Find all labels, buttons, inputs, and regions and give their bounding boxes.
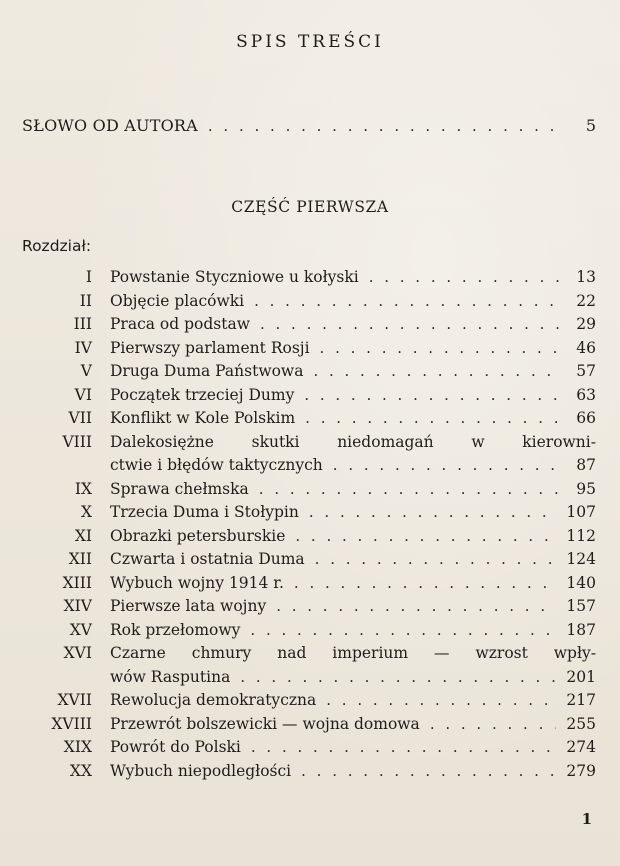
chapter-title: Czwarta i ostatnia Duma [110,550,305,568]
chapter-number: III [73,315,92,333]
toc-chapter-entry [0,595,620,619]
dot-leader [430,713,557,737]
dot-leader [240,666,556,690]
chapter-title: Wybuch niepodległości [110,761,292,780]
chapter-number: VI [74,385,92,404]
dot-leader [326,689,556,713]
toc-entry-page: 5 [585,116,596,135]
chapter-number: XVI [63,644,92,662]
chapter-page: 279 [566,761,596,780]
chapter-number: XIX [63,738,92,756]
chapter-page: 140 [566,573,596,592]
chapter-label: Rozdział: [22,237,92,255]
chapter-number: VII [68,409,92,427]
toc-chapter-entry [0,478,620,502]
dot-leader [333,454,560,478]
chapter-page: 187 [566,620,596,639]
toc-chapter-entry [0,619,620,643]
chapter-title: Czarne chmury nad imperium — wzrost wpły- [110,644,596,662]
chapter-number: VIII [62,432,92,451]
chapter-page: 217 [566,691,596,709]
chapter-title: Dalekosiężne skutki niedomagań w kierowni- [110,432,596,451]
toc-chapter-entry [0,266,620,290]
chapter-page: 274 [566,738,596,756]
dot-leader [208,117,560,135]
dot-leader [276,595,556,619]
toc-chapter-entry [0,713,620,737]
page-number: 1 [581,810,592,828]
chapter-number: XVIII [51,714,92,733]
dot-leader [304,384,560,408]
chapter-title: Pierwszy parlament Rosji [110,338,310,357]
dot-leader [295,525,556,549]
dot-leader [313,360,560,384]
chapter-title: Powrót do Polski [110,738,241,756]
chapter-title: Rok przełomowy [110,620,241,639]
chapter-title: Obrazki petersburskie [110,526,286,545]
toc-chapter-entry [0,384,620,408]
dot-leader [320,337,560,361]
chapter-number: XV [69,620,92,639]
chapter-number: I [85,268,92,286]
chapter-page: 46 [576,338,596,357]
chapter-number: XX [69,761,92,780]
dot-leader [250,619,556,643]
dot-leader [301,760,556,784]
dot-leader [251,736,557,760]
chapter-page: 201 [566,667,596,686]
toc-chapter-entry [0,760,620,784]
toc-chapter-entry [0,290,620,314]
dot-leader [259,478,560,502]
dot-leader [315,548,557,572]
chapter-number: XVII [57,691,92,709]
chapter-page: 29 [576,315,596,333]
toc-chapter-entry [0,407,620,431]
chapter-page: 157 [566,597,596,615]
chapter-number: IX [74,479,92,498]
toc-chapter-entry [0,313,620,337]
chapter-number: XI [74,526,92,545]
chapter-title: Objęcie placówki [110,291,245,310]
chapter-number: XIII [62,573,92,592]
chapter-page: 22 [576,291,596,310]
chapter-number: XIV [63,597,92,615]
chapter-number: V [80,362,92,380]
chapter-number: X [80,503,92,521]
chapter-title: ctwie i błędów taktycznych [110,456,323,474]
toc-entry-label: SŁOWO OD AUTORA [22,116,198,135]
dot-leader [294,572,556,596]
chapter-title: Powstanie Styczniowe u kołyski [110,268,359,286]
chapter-title: Konflikt w Kole Polskim [110,409,296,427]
chapter-title: Wybuch wojny 1914 r. [110,573,284,592]
toc-chapter-entry [0,431,620,478]
toc-chapter-entry [0,689,620,713]
chapter-title: Rewolucja demokratyczna [110,691,317,709]
chapter-number: XII [68,550,92,568]
part-heading: CZĘŚĆ PIERWSZA [231,198,389,216]
toc-chapter-entry [0,736,620,760]
chapter-page: 87 [576,456,596,474]
toc-chapter-entry [0,501,620,525]
chapter-page: 57 [576,362,596,380]
chapter-page: 255 [566,714,596,733]
chapter-title: Początek trzeciej Dumy [110,385,295,404]
dot-leader [369,266,560,290]
chapter-page: 13 [576,268,596,286]
dot-leader [305,407,560,431]
toc-chapter-entry [0,548,620,572]
dot-leader [309,501,557,525]
chapter-page: 95 [576,479,596,498]
chapter-title: Druga Duma Państwowa [110,362,304,380]
toc-chapter-entry [0,525,620,549]
chapter-number: IV [74,338,92,357]
chapter-page: 63 [576,385,596,404]
chapter-page: 124 [566,550,596,568]
dot-leader [260,313,560,337]
toc-chapter-entry [0,360,620,384]
chapter-number: II [79,291,92,310]
chapter-list [0,266,620,783]
chapter-page: 112 [566,526,596,545]
page-title: SPIS TREŚCI [236,32,384,52]
toc-chapter-entry [0,642,620,689]
dot-leader [254,290,560,314]
toc-chapter-entry [0,337,620,361]
chapter-title: Sprawa chełmska [110,479,249,498]
toc-chapter-entry [0,572,620,596]
chapter-title: Przewrót bolszewicki — wojna domowa [110,714,420,733]
chapter-title: Trzecia Duma i Stołypin [110,503,299,521]
chapter-page: 107 [566,503,596,521]
chapter-title: wów Rasputina [110,667,231,686]
chapter-title: Pierwsze lata wojny [110,597,267,615]
chapter-page: 66 [576,409,596,427]
toc-entry-author-note [22,116,596,135]
chapter-title: Praca od podstaw [110,315,250,333]
